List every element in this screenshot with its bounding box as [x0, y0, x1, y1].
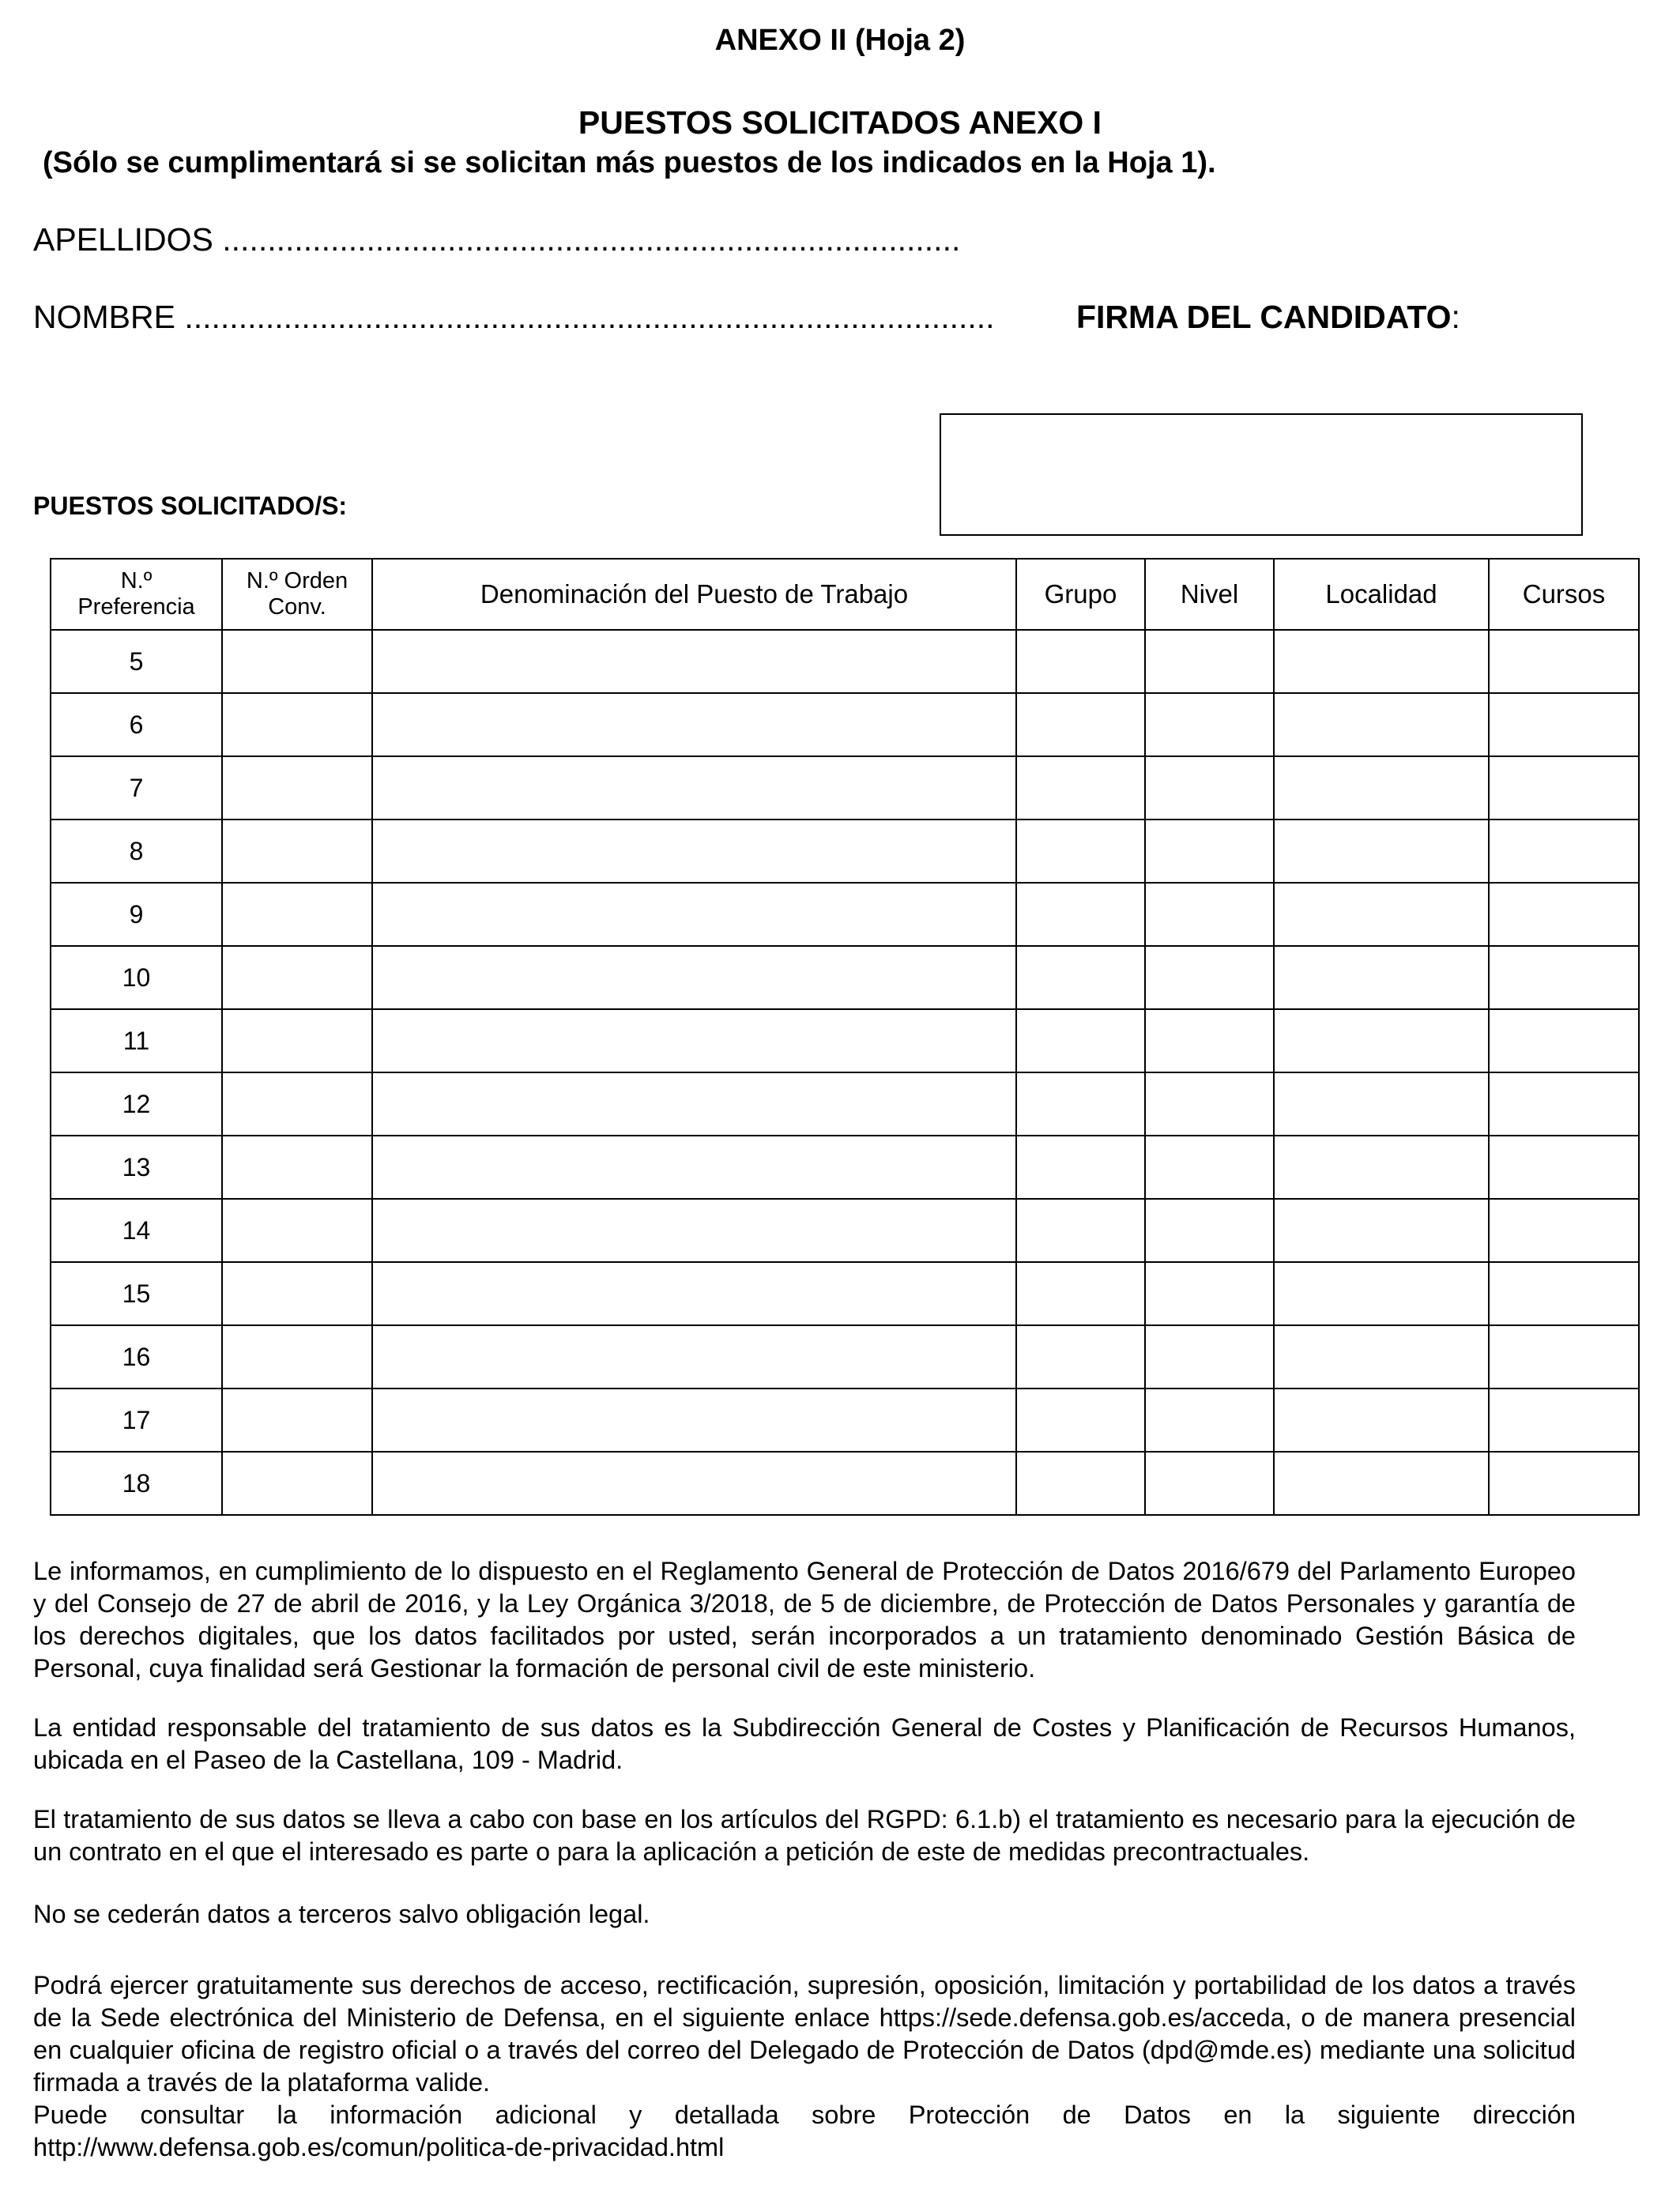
cell-grupo[interactable]: [1016, 1072, 1145, 1136]
cell-localidad[interactable]: [1274, 693, 1489, 756]
cell-grupo[interactable]: [1016, 756, 1145, 820]
cell-nivel[interactable]: [1145, 1072, 1274, 1136]
cell-preferencia: 7: [51, 756, 222, 820]
table-row: [51, 1199, 1639, 1262]
privacy-rights-text: Podrá ejercer gratuitamente sus derechos de acceso, rectificación, supresión, oposición, limitación y portabilidad de los datos a través de la Sede electrónica del Ministerio de Defensa, en el siguiente enlace https://sede.defensa.gob.es/acceda, o de manera presencial en cualquier oficina de registro oficial o a través del correo del Delegado de Protección de Datos (dpd@mde.es) mediante una solicitud firmada a través de la plataforma valide.: [33, 1971, 1576, 2097]
header-orden-line2: Conv.: [268, 594, 326, 620]
privacy-paragraph-5: [33, 1969, 1576, 2164]
table-row: [51, 1072, 1639, 1136]
cell-localidad[interactable]: [1274, 1325, 1489, 1389]
header-orden: [222, 559, 372, 630]
cell-preferencia: 15: [51, 1262, 222, 1325]
cell-preferencia: 17: [51, 1389, 222, 1452]
cell-preferencia: 18: [51, 1452, 222, 1515]
cell-cursos[interactable]: [1489, 1262, 1639, 1325]
cell-orden[interactable]: [222, 1389, 372, 1452]
cell-grupo[interactable]: [1016, 1262, 1145, 1325]
cell-nivel[interactable]: [1145, 1262, 1274, 1325]
cell-orden[interactable]: [222, 1325, 372, 1389]
apellidos-field[interactable]: APELLIDOS ..................................................................................: [33, 221, 961, 258]
table-row: [51, 1262, 1639, 1325]
header-orden-line1: N.º Orden: [246, 568, 348, 593]
cell-preferencia: 12: [51, 1072, 222, 1136]
cell-localidad[interactable]: [1274, 1262, 1489, 1325]
cell-grupo[interactable]: [1016, 820, 1145, 883]
cell-cursos[interactable]: [1489, 1325, 1639, 1389]
cell-orden[interactable]: [222, 1072, 372, 1136]
cell-localidad[interactable]: [1274, 1009, 1489, 1072]
cell-localidad[interactable]: [1274, 756, 1489, 820]
cell-grupo[interactable]: [1016, 946, 1145, 1009]
cell-nivel[interactable]: [1145, 1452, 1274, 1515]
cell-grupo[interactable]: [1016, 1136, 1145, 1199]
signature-box[interactable]: [940, 413, 1583, 536]
cell-nivel[interactable]: [1145, 1389, 1274, 1452]
cell-nivel[interactable]: [1145, 1199, 1274, 1262]
cell-cursos[interactable]: [1489, 756, 1639, 820]
cell-denominacion[interactable]: [372, 630, 1016, 693]
puestos-label: PUESTOS SOLICITADO/S:: [33, 492, 348, 520]
table-header-row: [51, 559, 1639, 630]
privacy-paragraph-4: No se cederán datos a terceros salvo obligación legal.: [33, 1900, 650, 1928]
header-denominacion: Denominación del Puesto de Trabajo: [372, 559, 1016, 630]
cell-cursos[interactable]: [1489, 630, 1639, 693]
cell-orden[interactable]: [222, 946, 372, 1009]
cell-nivel[interactable]: [1145, 1009, 1274, 1072]
cell-preferencia: 13: [51, 1136, 222, 1199]
cell-denominacion[interactable]: [372, 1325, 1016, 1389]
cell-orden[interactable]: [222, 756, 372, 820]
cell-nivel[interactable]: [1145, 693, 1274, 756]
cell-localidad[interactable]: [1274, 1072, 1489, 1136]
cell-denominacion[interactable]: [372, 946, 1016, 1009]
cell-grupo[interactable]: [1016, 693, 1145, 756]
cell-orden[interactable]: [222, 1199, 372, 1262]
cell-grupo[interactable]: [1016, 1389, 1145, 1452]
cell-nivel[interactable]: [1145, 756, 1274, 820]
header-preferencia-line2: Preferencia: [77, 594, 195, 620]
cell-cursos[interactable]: [1489, 1136, 1639, 1199]
cell-localidad[interactable]: [1274, 1389, 1489, 1452]
cell-preferencia: 6: [51, 693, 222, 756]
privacy-paragraph-3: El tratamiento de sus datos se lleva a cabo con base en los artículos del RGPD: 6.1.b) el tratamiento es necesario para la ejecución de un contrato en el que el interesado es parte o para la aplicación a petición de este de medidas precontractuales.: [33, 1805, 1576, 1866]
cell-denominacion[interactable]: [372, 1389, 1016, 1452]
table-row: [51, 1009, 1639, 1072]
cell-orden[interactable]: [222, 883, 372, 946]
header-cursos: Cursos: [1489, 559, 1639, 630]
cell-orden[interactable]: [222, 1136, 372, 1199]
cell-localidad[interactable]: [1274, 1136, 1489, 1199]
table-row: [51, 946, 1639, 1009]
cell-preferencia: 8: [51, 820, 222, 883]
nombre-field[interactable]: NOMBRE ..........................................................................................: [33, 299, 995, 335]
cell-preferencia: 9: [51, 883, 222, 946]
table-row: [51, 756, 1639, 820]
table-row: [51, 820, 1639, 883]
cell-cursos[interactable]: [1489, 946, 1639, 1009]
cell-localidad[interactable]: [1274, 630, 1489, 693]
cell-cursos[interactable]: [1489, 1199, 1639, 1262]
cell-cursos[interactable]: [1489, 1452, 1639, 1515]
cell-preferencia: 14: [51, 1199, 222, 1262]
table-row: [51, 883, 1639, 946]
table-row: [51, 1325, 1639, 1389]
privacy-paragraph-1: Le informamos, en cumplimiento de lo dispuesto en el Reglamento General de Protección de Datos 2016/679 del Parlamento Europeo y del Consejo de 27 de abril de 2016, y la Ley Orgánica 3/2018, de 5 de diciembre, de Protección de Datos Personales y garantía de los derechos digitales, que los datos facilitados por usted, serán incorporados a un tratamiento denominado Gestión Básica de Personal, cuya finalidad será Gestionar la formación de personal civil de este ministerio.: [33, 1557, 1576, 1682]
cell-denominacion[interactable]: [372, 1262, 1016, 1325]
cell-nivel[interactable]: [1145, 946, 1274, 1009]
cell-preferencia: 16: [51, 1325, 222, 1389]
cell-cursos[interactable]: [1489, 1389, 1639, 1452]
cell-denominacion[interactable]: [372, 1199, 1016, 1262]
cell-cursos[interactable]: [1489, 1009, 1639, 1072]
cell-orden[interactable]: [222, 1009, 372, 1072]
header-grupo: Grupo: [1016, 559, 1145, 630]
cell-denominacion[interactable]: [372, 1009, 1016, 1072]
signature-colon: :: [1451, 299, 1460, 335]
cell-nivel[interactable]: [1145, 1325, 1274, 1389]
cell-cursos[interactable]: [1489, 820, 1639, 883]
header-preferencia-line1: N.º: [120, 568, 153, 593]
signature-label-text: FIRMA DEL CANDIDATO: [1076, 299, 1452, 335]
header-localidad: Localidad: [1274, 559, 1489, 630]
table-row: [51, 630, 1639, 693]
cell-orden[interactable]: [222, 1452, 372, 1515]
cell-preferencia: 5: [51, 630, 222, 693]
cell-denominacion[interactable]: [372, 693, 1016, 756]
cell-grupo[interactable]: [1016, 1009, 1145, 1072]
cell-localidad[interactable]: [1274, 1199, 1489, 1262]
puestos-table: [50, 558, 1640, 1516]
privacy-more-info-text: Puede consultar la información adicional y detallada sobre Protección de Datos en la siguiente dirección http://www.defensa.gob.es/comun/politica-de-privacidad.html: [33, 2101, 1576, 2161]
cell-denominacion[interactable]: [372, 883, 1016, 946]
signature-label: [1076, 299, 1460, 336]
cell-cursos[interactable]: [1489, 693, 1639, 756]
cell-cursos[interactable]: [1489, 1072, 1639, 1136]
cell-grupo[interactable]: [1016, 1199, 1145, 1262]
cell-orden[interactable]: [222, 630, 372, 693]
table-row: [51, 1389, 1639, 1452]
page-title: PUESTOS SOLICITADOS ANEXO I: [578, 104, 1102, 141]
cell-nivel[interactable]: [1145, 630, 1274, 693]
cell-localidad[interactable]: [1274, 883, 1489, 946]
cell-cursos[interactable]: [1489, 883, 1639, 946]
table-row: [51, 693, 1639, 756]
cell-nivel[interactable]: [1145, 820, 1274, 883]
cell-grupo[interactable]: [1016, 1452, 1145, 1515]
cell-nivel[interactable]: [1145, 1136, 1274, 1199]
cell-denominacion[interactable]: [372, 1452, 1016, 1515]
cell-grupo[interactable]: [1016, 883, 1145, 946]
cell-nivel[interactable]: [1145, 883, 1274, 946]
cell-preferencia: 11: [51, 1009, 222, 1072]
header-nivel: Nivel: [1145, 559, 1274, 630]
cell-grupo[interactable]: [1016, 1325, 1145, 1389]
cell-preferencia: 10: [51, 946, 222, 1009]
cell-localidad[interactable]: [1274, 1452, 1489, 1515]
cell-denominacion[interactable]: [372, 820, 1016, 883]
annex-heading: ANEXO II (Hoja 2): [714, 24, 966, 57]
table-row: [51, 1136, 1639, 1199]
header-preferencia: [51, 559, 222, 630]
cell-denominacion[interactable]: [372, 756, 1016, 820]
cell-localidad[interactable]: [1274, 946, 1489, 1009]
page-subtitle: (Sólo se cumplimentará si se solicitan más puestos de los indicados en la Hoja 1).: [43, 146, 1216, 179]
privacy-paragraph-2: La entidad responsable del tratamiento de sus datos es la Subdirección General de Costes y Planificación de Recursos Humanos, ubicada en el Paseo de la Castellana, 109 - Madrid.: [33, 1713, 1576, 1774]
cell-denominacion[interactable]: [372, 1136, 1016, 1199]
cell-denominacion[interactable]: [372, 1072, 1016, 1136]
cell-orden[interactable]: [222, 1262, 372, 1325]
cell-grupo[interactable]: [1016, 630, 1145, 693]
cell-orden[interactable]: [222, 820, 372, 883]
cell-orden[interactable]: [222, 693, 372, 756]
cell-localidad[interactable]: [1274, 820, 1489, 883]
table-row: [51, 1452, 1639, 1515]
